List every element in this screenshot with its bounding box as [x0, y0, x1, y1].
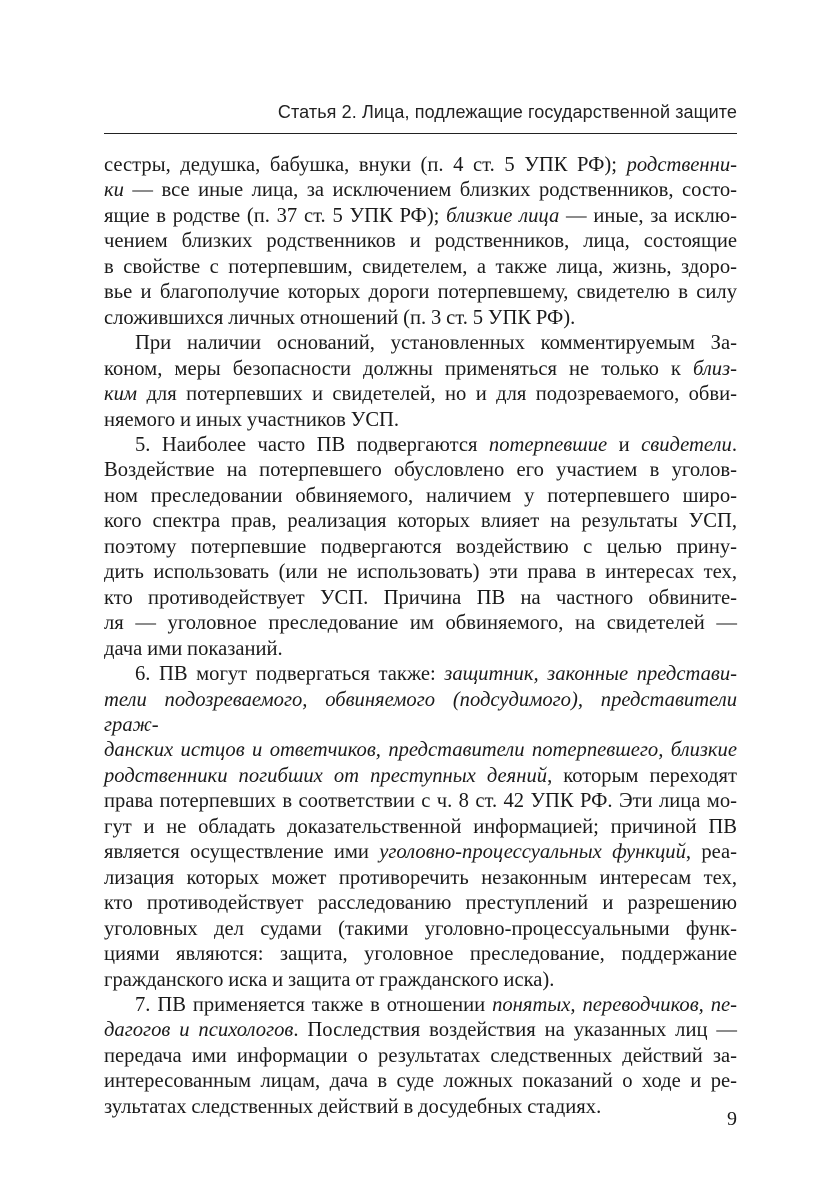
text-line	[104, 611, 737, 636]
text-run: сестры, дедушка, бабушка, внуки (п. 4 ст. 5 УПК РФ);	[104, 154, 627, 176]
text-line	[104, 942, 737, 967]
text-run: кого спектра прав, реализация которых влияет на результаты УСП,	[104, 510, 737, 533]
page-number: 9	[727, 1108, 737, 1130]
text-run: уголовных дел судами (такими уголовно-процессуальными функ-	[104, 917, 737, 940]
text-line	[104, 408, 737, 433]
text-run: При наличии оснований, установленных комментируемым За-	[135, 332, 737, 355]
italic-term: дагогов и психологов	[104, 1019, 294, 1042]
text-run: , реа-	[685, 841, 738, 864]
text-run: . Последствия воздействия на указанных лиц —	[293, 1019, 737, 1042]
italic-term: ким	[104, 383, 138, 406]
text-run: ящие в родстве (п. 37 ст. 5 УПК РФ);	[104, 204, 447, 227]
italic-term: тели подозреваемого, обвиняемого (подсудимого), представители граж-	[104, 688, 737, 736]
italic-term: родственни-	[626, 154, 737, 176]
text-line	[104, 484, 737, 509]
text-run: в свойстве с потерпевшим, свидетелем, а также лица, жизнь, здоро-	[104, 255, 737, 278]
text-line	[104, 280, 737, 305]
text-line	[104, 1069, 737, 1094]
text-run: няемого и иных участников УСП.	[104, 408, 400, 431]
text-line	[104, 891, 737, 916]
text-run: Воздействие на потерпевшего обусловлено его участием в уголов-	[104, 459, 737, 482]
text-run: гражданского иска и защита от гражданского иска).	[104, 968, 555, 991]
text-run: ном преследовании обвиняемого, наличием у потерпевшего широ-	[104, 484, 737, 507]
text-run: интересованным лицам, дача в суде ложных показаний о ходе и ре-	[104, 1070, 737, 1093]
text-run: для потерпевших и свидетелей, но и для подозреваемого, обви-	[137, 383, 737, 406]
text-run: 5. Наиболее часто ПВ подвергаются	[135, 433, 489, 456]
italic-term: свидетели	[641, 433, 732, 456]
text-line	[104, 229, 737, 254]
text-run: кто противодействует расследованию преступлений и разрешению	[104, 892, 737, 915]
italic-term: родственники погибших от преступных деяний	[104, 764, 548, 787]
text-line	[104, 968, 737, 993]
text-line	[104, 204, 737, 229]
text-run: — иные, за исклю-	[559, 204, 737, 227]
body-text	[104, 153, 737, 1120]
text-run: ля — уголовное преследование им обвиняемого, на свидетелей —	[104, 612, 737, 635]
italic-term: ки	[104, 179, 124, 202]
text-line	[104, 662, 737, 687]
text-line	[104, 560, 737, 585]
text-run: чением близких родственников и родственников, лица, состоящие	[104, 230, 737, 253]
italic-term: уголовно-процессуальных функций	[379, 841, 686, 864]
text-line	[104, 1044, 737, 1069]
text-run: является осуществление ими	[104, 841, 380, 864]
text-run: и	[607, 433, 642, 456]
text-line	[104, 789, 737, 814]
text-line	[104, 815, 737, 840]
text-line	[104, 586, 737, 611]
text-line	[104, 764, 737, 789]
text-line	[104, 153, 737, 178]
text-run: 6. ПВ могут подвергаться также:	[135, 663, 445, 686]
text-line	[104, 178, 737, 203]
text-run: передача ими информации о результатах следственных действий за-	[104, 1044, 737, 1067]
text-line	[104, 917, 737, 942]
text-line	[104, 458, 737, 483]
text-line	[104, 535, 737, 560]
header-rule	[104, 133, 737, 134]
text-line	[104, 255, 737, 280]
text-line	[104, 306, 737, 331]
text-run: дить использовать (или не использовать) эти права в интересах тех,	[104, 561, 737, 584]
text-run: коном, меры безопасности должны применяться не только к	[104, 357, 693, 380]
text-line	[104, 357, 737, 382]
text-line	[104, 509, 737, 534]
text-run: зультатах следственных действий в досудебных стадиях.	[104, 1095, 602, 1118]
text-run: дача ими показаний.	[104, 637, 283, 660]
italic-term: данских истцов и ответчиков, представители потерпевшего, близкие	[104, 739, 737, 762]
text-line	[104, 738, 737, 763]
text-line	[104, 433, 737, 458]
text-run: гут и не обладать доказательственной информацией; причиной ПВ	[104, 815, 737, 838]
text-line	[104, 382, 737, 407]
text-line	[104, 866, 737, 891]
text-run: права потерпевших в соответствии с ч. 8 ст. 42 УПК РФ. Эти лица мо-	[104, 790, 737, 813]
text-line	[104, 1095, 737, 1120]
text-run: кто противодействует УСП. Причина ПВ на частного обвините-	[104, 586, 737, 609]
text-line	[104, 637, 737, 662]
italic-term: защитник, законные представи-	[444, 663, 737, 686]
text-line	[104, 1018, 737, 1043]
text-line	[104, 993, 737, 1018]
italic-term: близ-	[692, 357, 737, 380]
italic-term: понятых, переводчиков, пе-	[492, 993, 737, 1016]
text-run: сложившихся личных отношений (п. 3 ст. 5 УПК РФ).	[104, 306, 576, 329]
text-line	[104, 331, 737, 356]
text-run: лизация которых может противоречить незаконным интересам тех,	[104, 866, 737, 889]
text-line	[104, 840, 737, 865]
text-run: поэтому потерпевшие подвергаются воздействию с целью прину-	[104, 535, 737, 558]
text-line	[104, 688, 737, 739]
text-run: — все иные лица, за исключением близких родственников, состо-	[123, 179, 737, 202]
text-run: , которым переходят	[547, 764, 737, 787]
text-run: 7. ПВ применяется также в отношении	[135, 993, 493, 1016]
running-head: Статья 2. Лица, подлежащие государственной защите	[277, 102, 737, 122]
text-run: .	[731, 433, 737, 456]
italic-term: потерпевшие	[488, 433, 608, 456]
text-run: вье и благополучие которых дороги потерпевшему, свидетелю в силу	[104, 281, 737, 304]
italic-term: близкие лица	[446, 204, 560, 227]
text-run: циями являются: защита, уголовное преследование, поддержание	[104, 943, 737, 966]
